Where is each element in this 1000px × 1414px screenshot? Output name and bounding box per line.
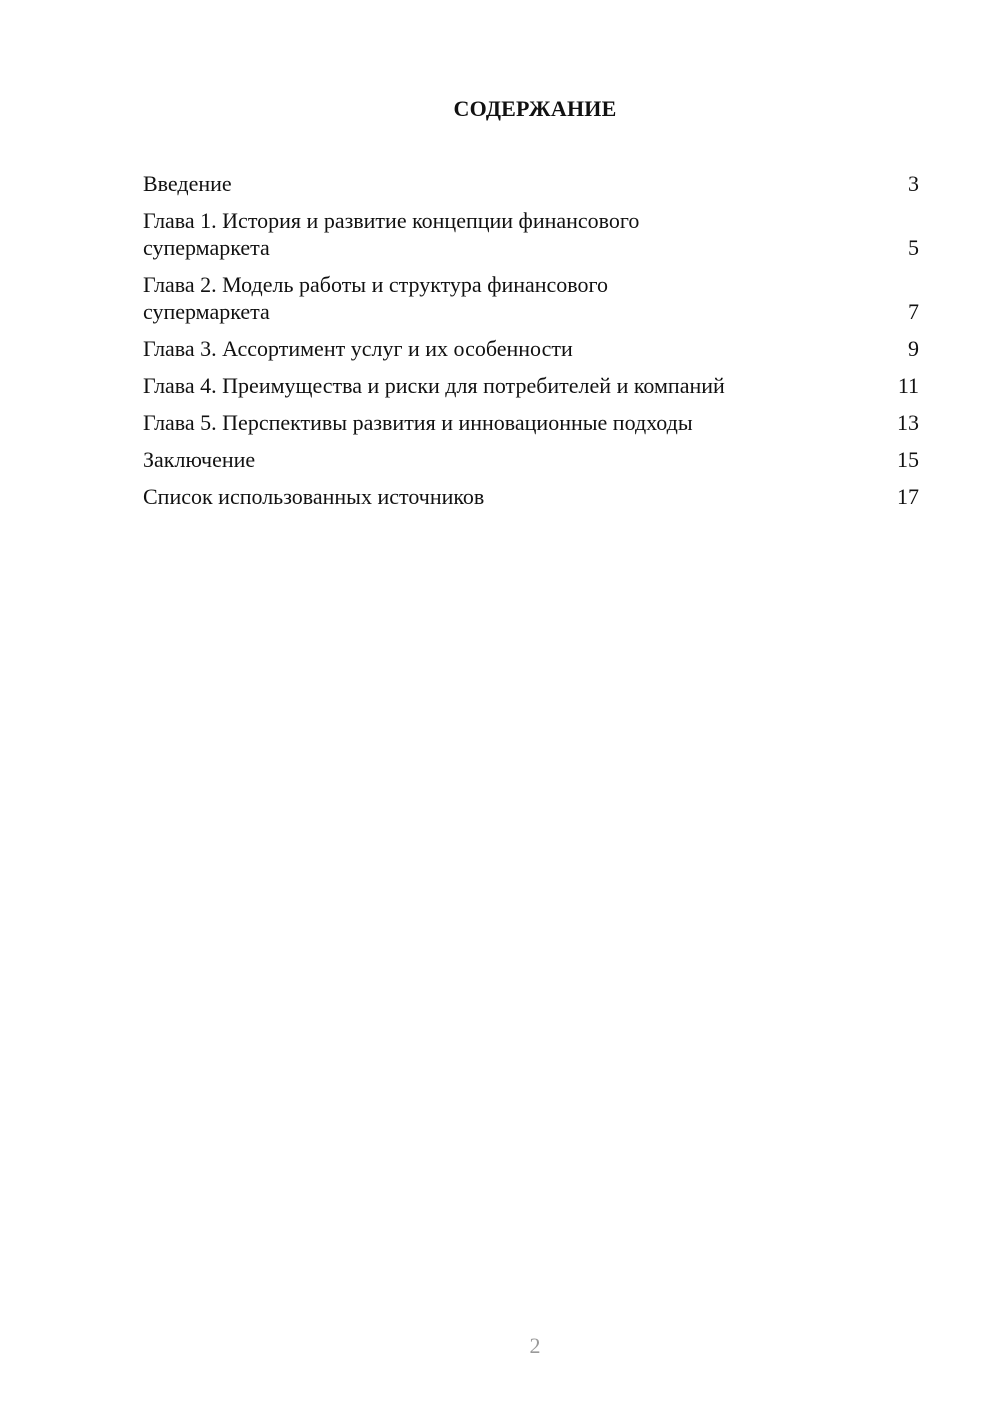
toc-entry-chapter-5: [143, 409, 919, 436]
toc-entry-page: 9: [908, 336, 919, 361]
toc-entry-title: Глава 4. Преимущества и риски для потребителей и компаний: [143, 373, 725, 398]
toc-entry-chapter-1: [143, 207, 919, 261]
toc-entry-introduction: [143, 170, 919, 197]
toc-entry-title: Глава 5. Перспективы развития и инновационные подходы: [143, 410, 693, 435]
toc-entry-page: 11: [897, 373, 919, 398]
toc-entry-title: Введение: [143, 171, 232, 196]
page-title: СОДЕРЖАНИЕ: [453, 96, 617, 121]
toc-entry-page: 13: [897, 410, 919, 435]
toc-entry-title: Список использованных источников: [143, 484, 485, 509]
toc-entry-page: 15: [897, 447, 919, 472]
table-of-contents: [143, 170, 919, 520]
page-number: 2: [529, 1333, 541, 1358]
toc-entry-references: [143, 483, 919, 510]
toc-entry-page: 17: [897, 484, 919, 509]
toc-entry-conclusion: [143, 446, 919, 473]
toc-entry-title: Глава 1. История и развитие концепции финансового супермаркета: [143, 208, 640, 260]
toc-entry-chapter-2: [143, 271, 919, 325]
toc-entry-chapter-3: [143, 335, 919, 362]
toc-entry-title: Заключение: [143, 447, 256, 472]
toc-entry-page: 3: [908, 171, 919, 196]
toc-entry-page: 5: [908, 235, 919, 260]
toc-entry-chapter-4: [143, 372, 919, 399]
toc-entry-title: Глава 2. Модель работы и структура финансового супермаркета: [143, 272, 609, 324]
toc-entry-page: 7: [908, 299, 919, 324]
toc-entry-title: Глава 3. Ассортимент услуг и их особенности: [143, 336, 573, 361]
